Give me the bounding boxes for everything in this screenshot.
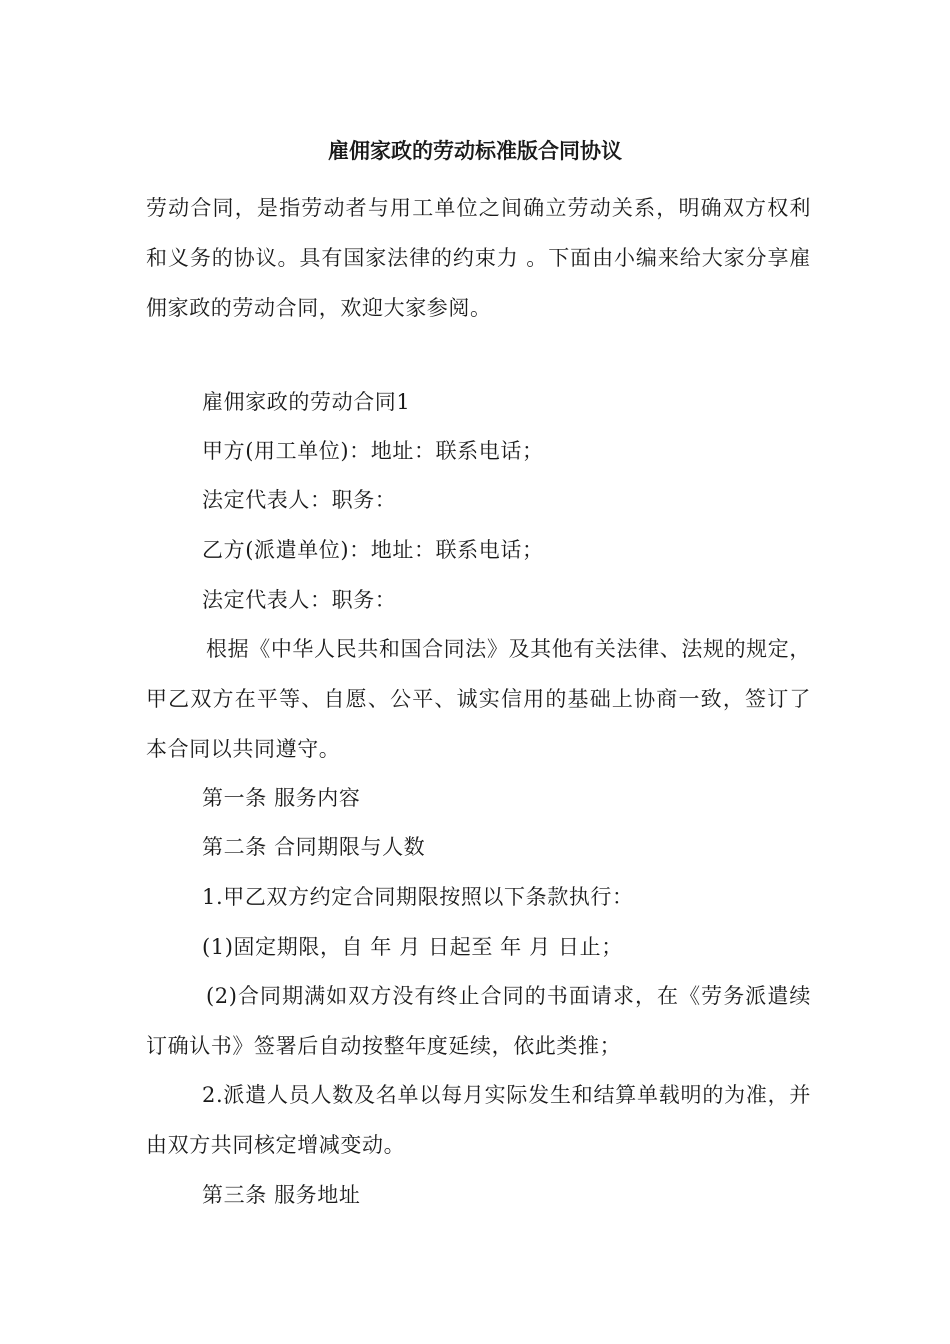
article-2-heading: 第二条 合同期限与人数: [202, 835, 426, 859]
preamble-paragraph: 根据《中华人民共和国合同法》及其他有关法律、法规的规定，甲乙双方在平等、自愿、公平、诚实信用的基础上协商一致，签订了本合同以共同遵守。: [146, 637, 811, 761]
party-a-representative: 法定代表人：职务：: [202, 488, 397, 512]
document-title: 雇佣家政的劳动标准版合同协议: [328, 139, 622, 163]
party-b-representative: 法定代表人：职务：: [202, 588, 397, 612]
article-1-heading: 第一条 服务内容: [202, 786, 361, 810]
clause-2-1: 1.甲乙双方约定合同期限按照以下条款执行：: [202, 885, 634, 909]
article-3-heading: 第三条 服务地址: [202, 1183, 361, 1207]
clause-2-2: 2.派遣人员人数及名单以每月实际发生和结算单载明的为准，并由双方共同核定增减变动。: [146, 1083, 811, 1157]
contract-heading: 雇佣家政的劳动合同1: [202, 390, 411, 414]
party-b-line: 乙方(派遣单位)：地址：联系电话；: [202, 538, 544, 562]
intro-paragraph: 劳动合同，是指劳动者与用工单位之间确立劳动关系，明确双方权利和义务的协议。具有国家法律的约束力 。下面由小编来给大家分享雇佣家政的劳动合同，欢迎大家参阅。: [146, 196, 811, 320]
clause-2-1-2: (2)合同期满如双方没有终止合同的书面请求，在《劳务派遣续订确认书》签署后自动按整年度延续，依此类推；: [146, 984, 811, 1058]
clause-2-1-1: (1)固定期限，自 年 月 日起至 年 月 日止；: [202, 935, 623, 959]
party-a-line: 甲方(用工单位)：地址：联系电话；: [202, 439, 544, 463]
